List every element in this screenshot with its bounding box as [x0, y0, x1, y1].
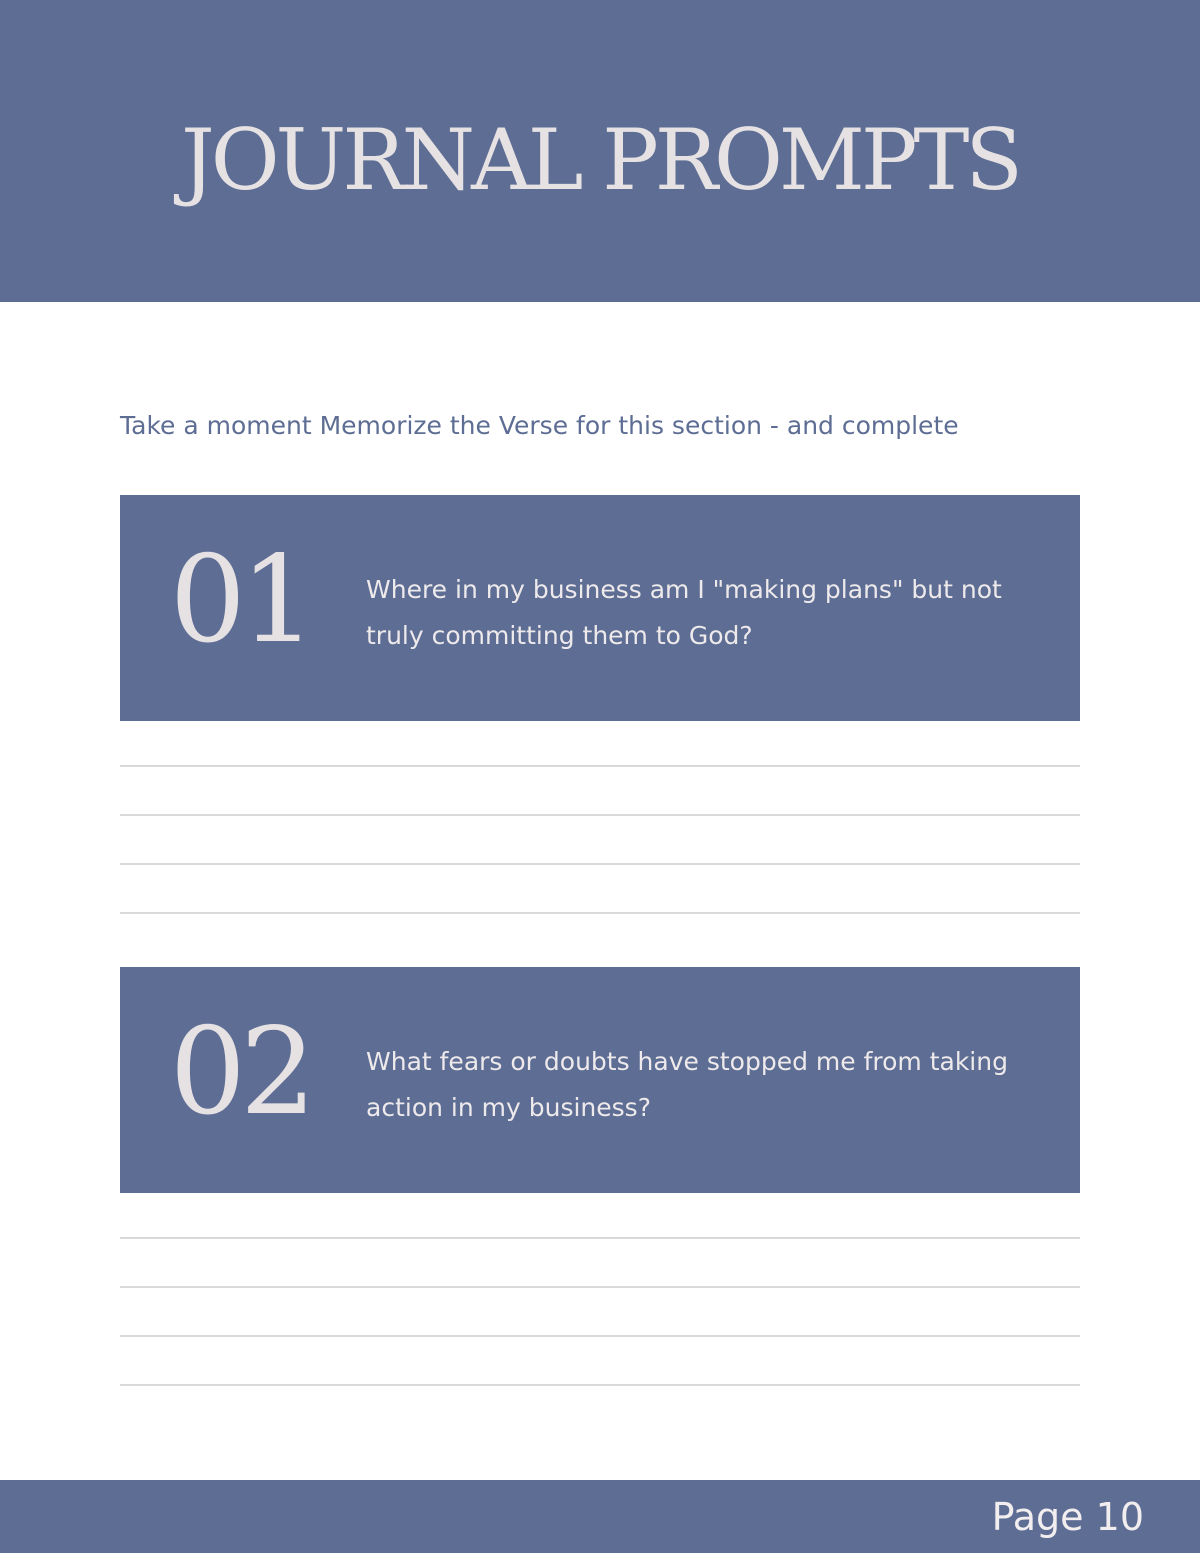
answer-line-2-3[interactable]: [120, 1335, 1080, 1337]
page-number: Page 10: [991, 1495, 1144, 1539]
answer-line-1-2[interactable]: [120, 814, 1080, 816]
answer-line-2-2[interactable]: [120, 1286, 1080, 1288]
prompt-number-2: 02: [169, 1003, 311, 1142]
prompt-question-2: What fears or doubts have stopped me from taking action in my business?: [366, 1047, 1008, 1122]
prompt-question-1: Where in my business am I "making plans" but not truly committing them to God?: [366, 575, 1002, 650]
answer-line-2-4[interactable]: [120, 1384, 1080, 1386]
page-header: [0, 0, 1200, 302]
answer-line-2-1[interactable]: [120, 1237, 1080, 1239]
answer-line-1-4[interactable]: [120, 912, 1080, 914]
page-footer: [0, 1480, 1200, 1553]
prompt-number-1: 01: [169, 531, 311, 670]
prompt-card-2: [120, 967, 1080, 1193]
instruction-text: Take a moment Memorize the Verse for this section - and complete: [120, 411, 959, 440]
answer-line-1-3[interactable]: [120, 863, 1080, 865]
answer-line-1-1[interactable]: [120, 765, 1080, 767]
page-title: JOURNAL PROMPTS: [181, 111, 1019, 209]
prompt-card-1: [120, 495, 1080, 721]
